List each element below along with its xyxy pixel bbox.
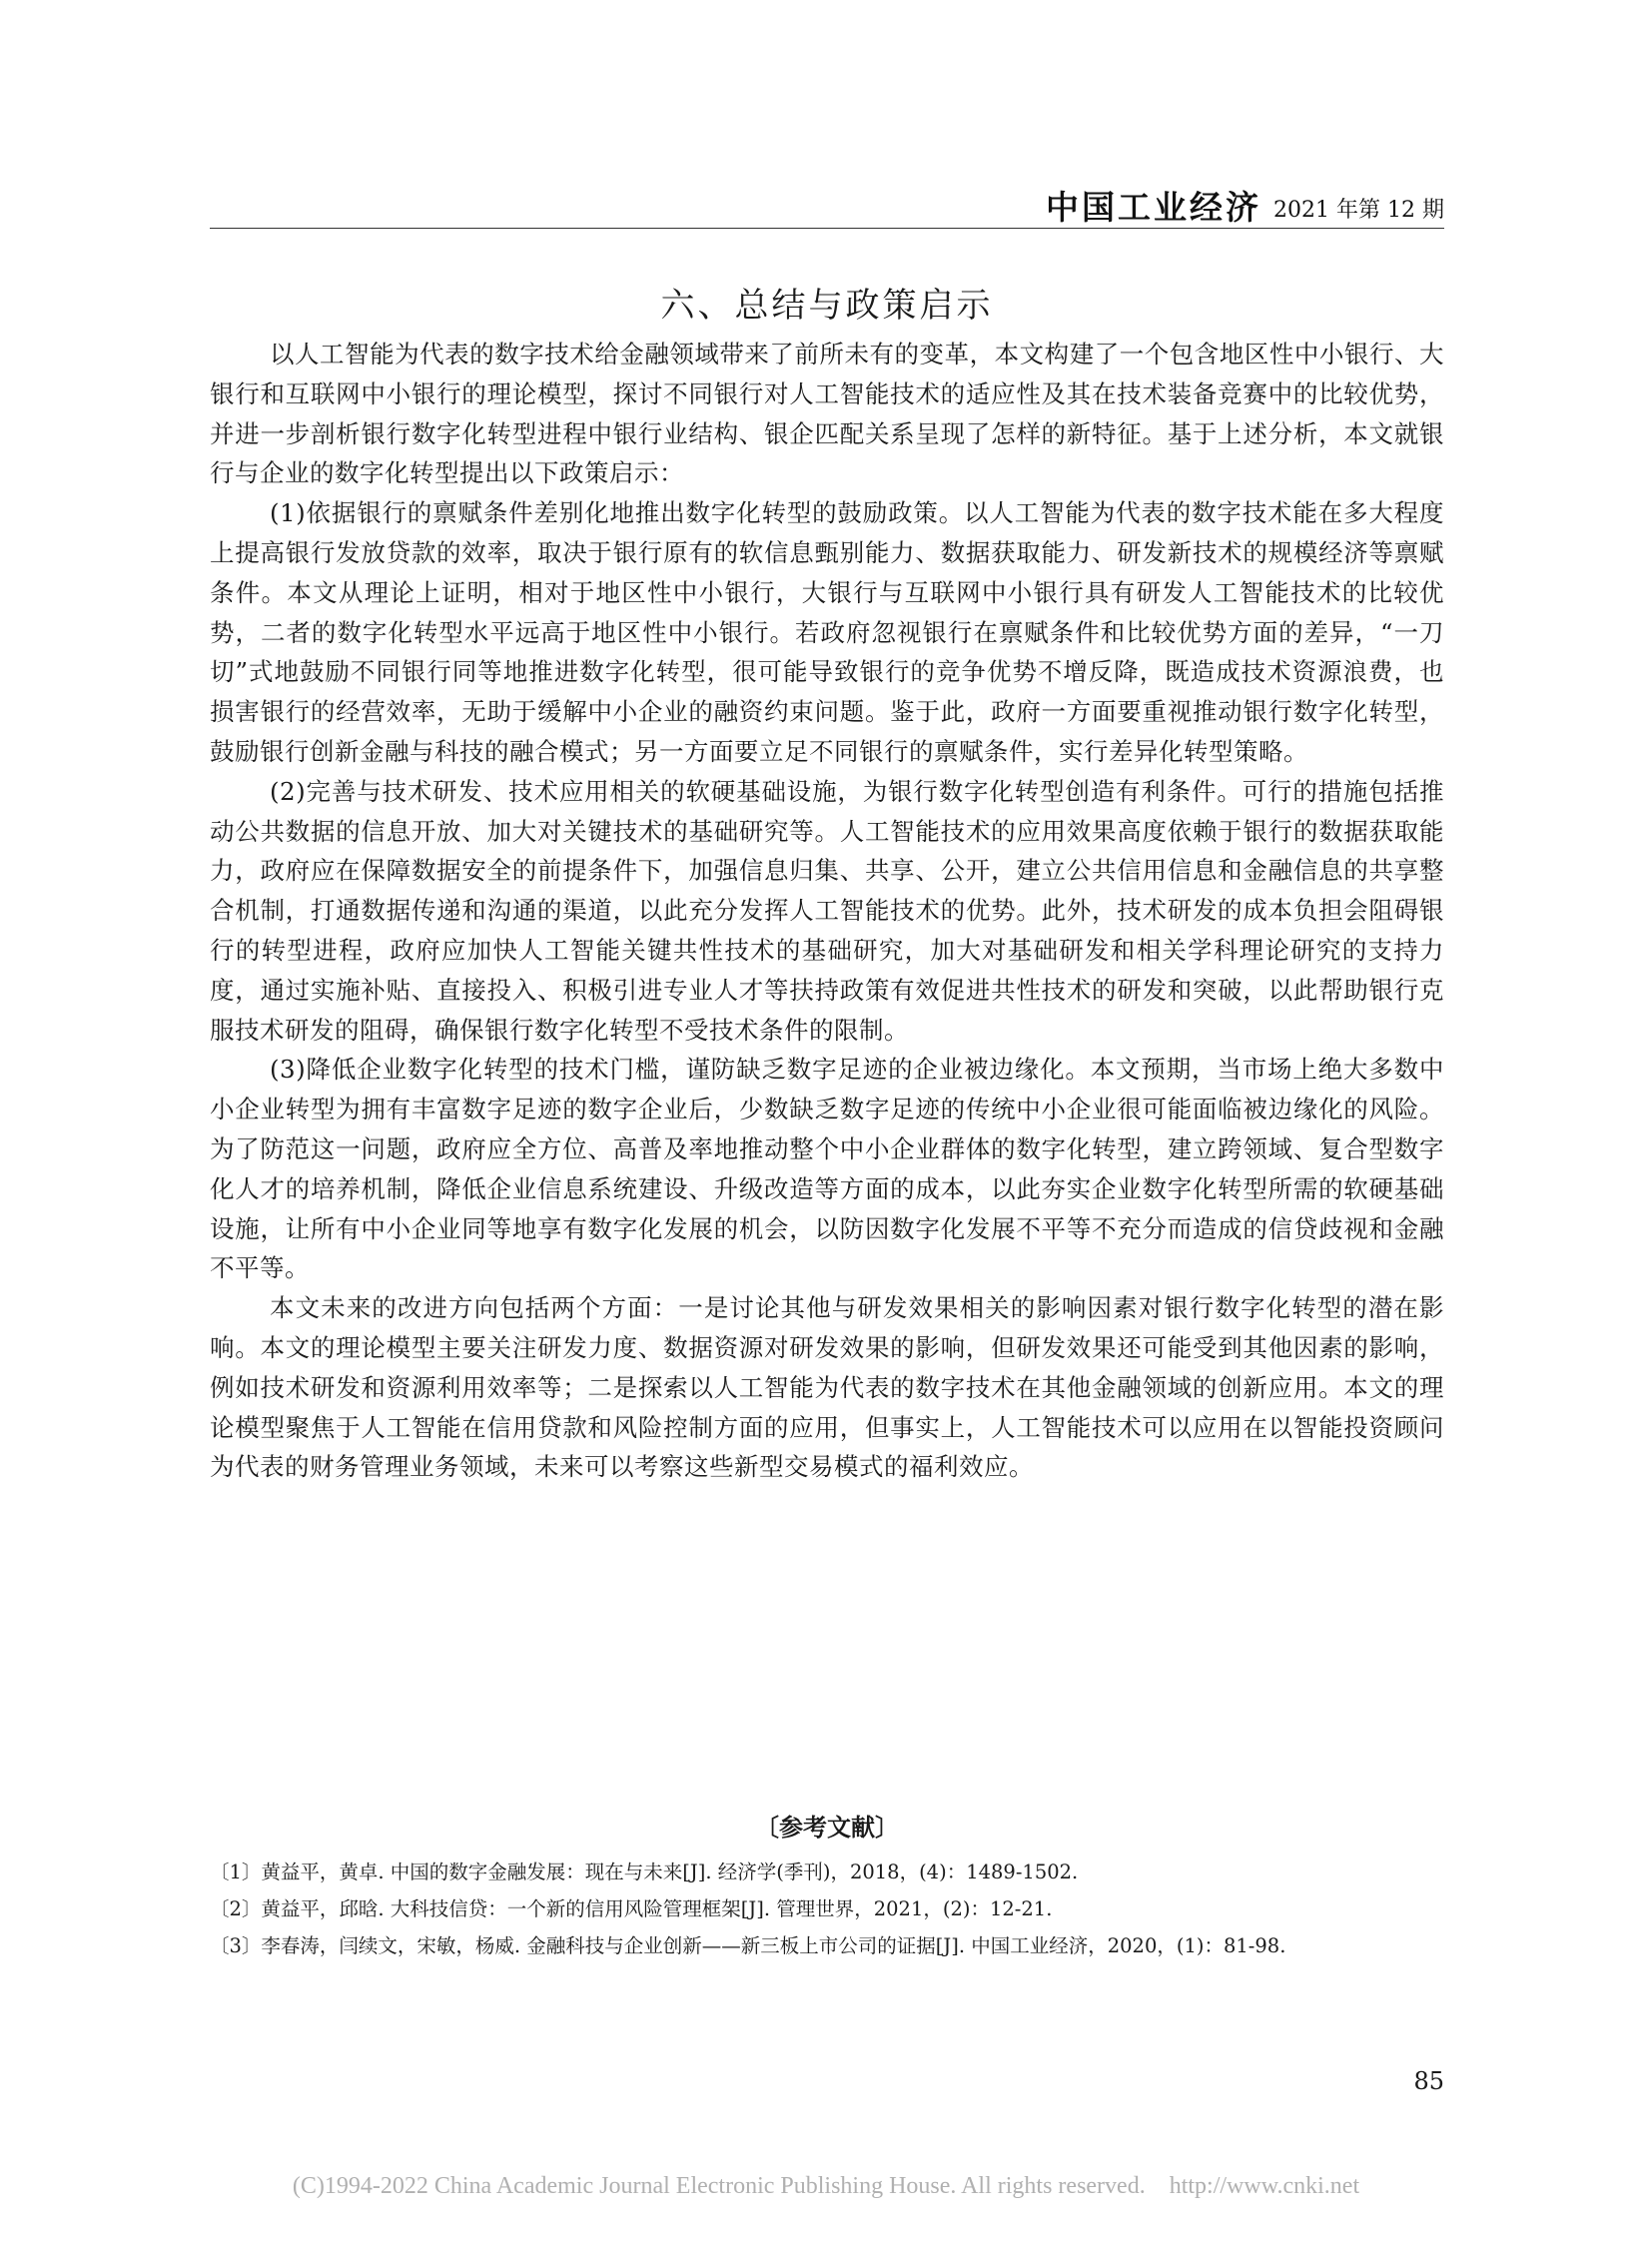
paragraph: 本文未来的改进方向包括两个方面：一是讨论其他与研发效果相关的影响因素对银行数字化转型的潜在影响。本文的理论模型主要关注研发力度、数据资源对研发效果的影响，但研发效果还可能受到其他因素的影响，例如技术研发和资源利用效率等；二是探索以人工智能为代表的数字技术在其他金融领域的创新应用。本文的理论模型聚焦于人工智能在信用贷款和风险控制方面的应用，但事实上，人工智能技术可以应用在以智能投资顾问为代表的财务管理业务领域，未来可以考察这些新型交易模式的福利效应。 bbox=[210, 1293, 1444, 1482]
running-header bbox=[210, 190, 1444, 226]
paragraph: (1)依据银行的禀赋条件差别化地推出数字化转型的鼓励政策。以人工智能为代表的数字技术能在多大程度上提高银行发放贷款的效率，取决于银行原有的软信息甄别能力、数据获取能力、研发新技术的规模经济等禀赋条件。本文从理论上证明，相对于地区性中小银行，大银行与互联网中小银行具有研发人工智能技术的比较优势，二者的数字化转型水平远高于地区性中小银行。若政府忽视银行在禀赋条件和比较优势方面的差异，“一刀切”式地鼓励不同银行同等地推进数字化转型，很可能导致银行的竞争优势不增反降，既造成技术资源浪费，也损害银行的经营效率，无助于缓解中小企业的融资约束问题。鉴于此，政府一方面要重视推动银行数字化转型，鼓励银行创新金融与科技的融合模式；另一方面要立足不同银行的禀赋条件，实行差异化转型策略。 bbox=[210, 498, 1444, 766]
references-title: 〔参考文献〕 bbox=[755, 1813, 899, 1842]
reference-list bbox=[210, 1854, 1444, 1964]
article-body bbox=[210, 335, 1444, 1487]
reference-item: 〔1〕黄益平，黄卓. 中国的数字金融发展：现在与未来[J]. 经济学(季刊)，2018，(4)：1489-1502. bbox=[210, 1861, 1079, 1883]
page-number: 85 bbox=[1413, 2067, 1444, 2095]
header-rule bbox=[210, 228, 1444, 229]
paragraph: (2)完善与技术研发、技术应用相关的软硬基础设施，为银行数字化转型创造有利条件。可行的措施包括推动公共数据的信息开放、加大对关键技术的基础研究等。人工智能技术的应用效果高度依赖于银行的数据获取能力，政府应在保障数据安全的前提条件下，加强信息归集、共享、公开，建立公共信用信息和金融信息的共享整合机制，打通数据传递和沟通的渠道，以此充分发挥人工智能技术的优势。此外，技术研发的成本负担会阻碍银行的转型进程，政府应加快人工智能关键共性技术的基础研究，加大对基础研发和相关学科理论研究的支持力度，通过实施补贴、直接投入、积极引进专业人才等扶持政策有效促进共性技术的研发和突破，以此帮助银行克服技术研发的阻碍，确保银行数字化转型不受技术条件的限制。 bbox=[210, 776, 1444, 1045]
paragraph: 以人工智能为代表的数字技术给金融领域带来了前所未有的变革，本文构建了一个包含地区性中小银行、大银行和互联网中小银行的理论模型，探讨不同银行对人工智能技术的适应性及其在技术装备竞赛中的比较优势，并进一步剖析银行数字化转型进程中银行业结构、银企匹配关系呈现了怎样的新特征。基于上述分析，本文就银行与企业的数字化转型提出以下政策启示： bbox=[210, 340, 1444, 488]
issue-label: 2021 年第 12 期 bbox=[1273, 198, 1444, 223]
paragraph: (3)降低企业数字化转型的技术门槛，谨防缺乏数字足迹的企业被边缘化。本文预期，当市场上绝大多数中小企业转型为拥有丰富数字足迹的数字企业后，少数缺乏数字足迹的传统中小企业很可能面临被边缘化的风险。为了防范这一问题，政府应全方位、高普及率地推动整个中小企业群体的数字化转型，建立跨领域、复合型数字化人才的培养机制，降低企业信息系统建设、升级改造等方面的成本，以此夯实企业数字化转型所需的软硬基础设施，让所有中小企业同等地享有数字化发展的机会，以防因数字化发展不平等不充分而造成的信贷歧视和金融不平等。 bbox=[210, 1055, 1444, 1283]
reference-item: 〔3〕李春涛，闫续文，宋敏，杨威. 金融科技与企业创新——新三板上市公司的证据[J]. 中国工业经济，2020，(1)：81-98. bbox=[210, 1934, 1286, 1957]
copyright-footer: (C)1994-2022 China Academic Journal Electronic Publishing House. All rights reserved. http://www.cnki.net bbox=[292, 2173, 1360, 2199]
journal-name: 中国工业经济 bbox=[1046, 188, 1262, 227]
reference-item: 〔2〕黄益平，邱晗. 大科技信贷：一个新的信用风险管理框架[J]. 管理世界，2021，(2)：12-21. bbox=[210, 1897, 1053, 1920]
section-title: 六、总结与政策启示 bbox=[660, 286, 994, 326]
